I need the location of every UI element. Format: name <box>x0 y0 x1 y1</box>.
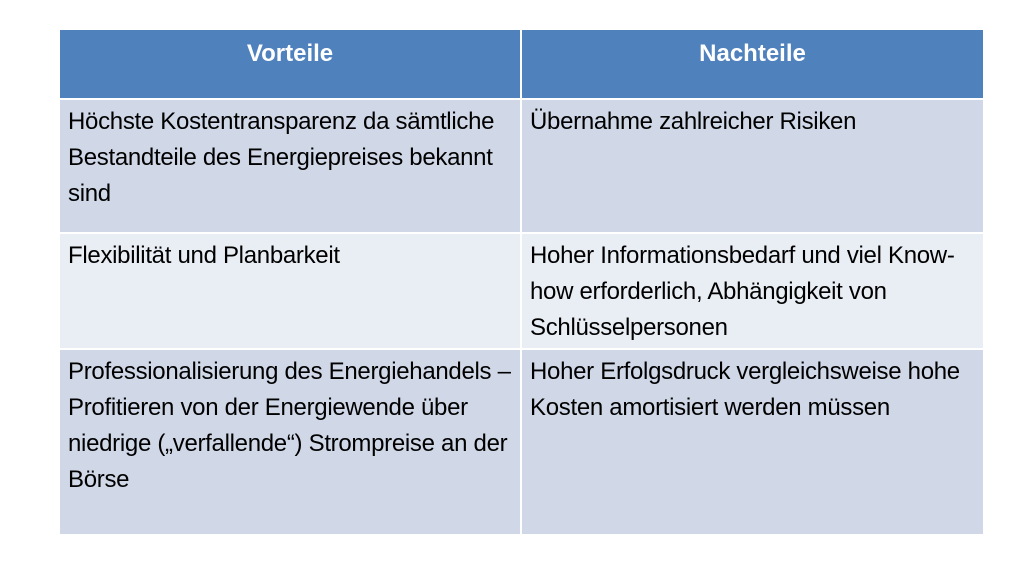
table-header-row <box>59 29 984 99</box>
vorteil-cell: Höchste Kostentransparenz da sämtliche Bestandteile des Energiepreises bekannt sind <box>59 99 521 233</box>
nachteil-cell: Hoher Erfolgsdruck vergleichsweise hohe Kosten amortisiert werden müssen <box>521 349 984 535</box>
header-vorteile: Vorteile <box>59 29 521 99</box>
table-row <box>59 99 984 233</box>
vorteil-cell: Professionalisierung des Energiehandels – Profitieren von der Energiewende über niedrige („verfallende“) Strompreise an der Börse <box>59 349 521 535</box>
comparison-table <box>58 28 985 536</box>
nachteil-cell: Übernahme zahlreicher Risiken <box>521 99 984 233</box>
table-row <box>59 349 984 535</box>
vorteil-cell: Flexibilität und Planbarkeit <box>59 233 521 349</box>
nachteil-cell: Hoher Informationsbedarf und viel Know-how erforderlich, Abhängigkeit von Schlüsselpersonen <box>521 233 984 349</box>
header-nachteile: Nachteile <box>521 29 984 99</box>
table-row <box>59 233 984 349</box>
